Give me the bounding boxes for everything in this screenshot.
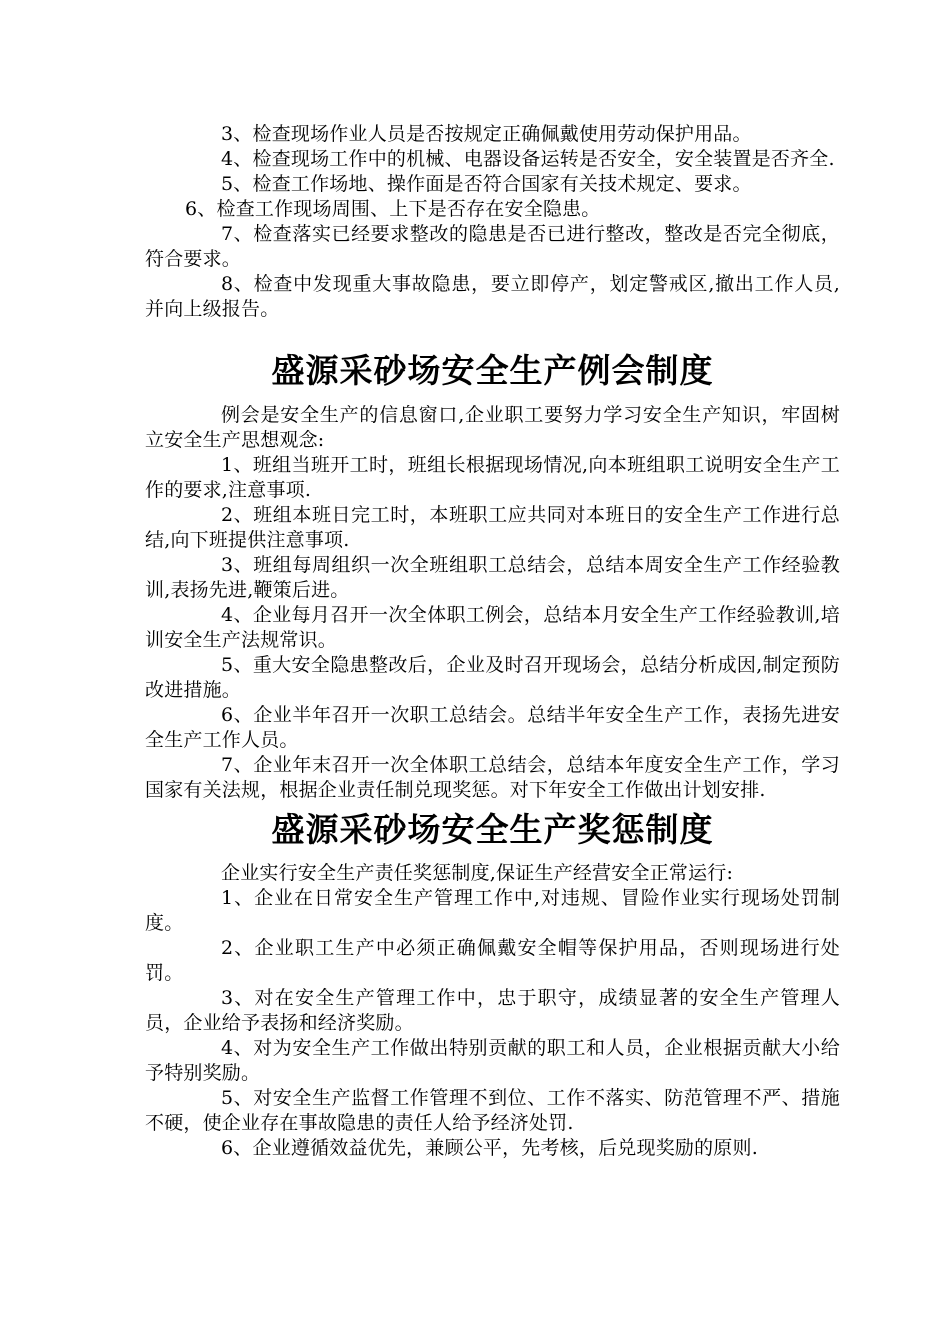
meeting-item: 1、班组当班开工时，班组长根据现场情况,向本班组职工说明安全生产工作的要求,注意事项. (145, 454, 840, 501)
meeting-intro: 例会是安全生产的信息窗口,企业职工要努力学习安全生产知识，牢固树立安全生产思想观念: (145, 404, 840, 451)
inspection-item: 5、检查工作场地、操作面是否符合国家有关技术规定、要求。 (221, 173, 752, 195)
meeting-item: 6、企业半年召开一次职工总结会。总结半年安全生产工作，表扬先进安全生产工作人员。 (145, 704, 840, 751)
meeting-item: 7、企业年末召开一次全体职工总结会，总结本年度安全生产工作，学习国家有关法规，根据企业责任制兑现奖惩。对下年安全工作做出计划安排. (145, 754, 840, 801)
reward-item: 1、企业在日常安全生产管理工作中,对违规、冒险作业实行现场处罚制度。 (145, 887, 840, 934)
meeting-item: 2、班组本班日完工时，本班职工应共同对本班日的安全生产工作进行总结,向下班提供注意事项. (145, 504, 840, 551)
inspection-item: 4、检查现场工作中的机械、电器设备运转是否安全，安全装置是否齐全. (221, 148, 835, 170)
reward-system-title: 盛源采砂场安全生产奖惩制度 (271, 810, 714, 849)
document-page (145, 122, 840, 1161)
inspection-item: 3、检查现场作业人员是否按规定正确佩戴使用劳动保护用品。 (221, 123, 752, 145)
inspection-item: 7、检查落实已经要求整改的隐患是否已进行整改，整改是否完全彻底，符合要求。 (145, 223, 840, 270)
meeting-system-section (145, 403, 840, 803)
reward-item: 2、企业职工生产中必须正确佩戴安全帽等保护用品，否则现场进行处罚。 (145, 937, 840, 984)
reward-item: 4、对为安全生产工作做出特别贡献的职工和人员，企业根据贡献大小给予特别奖励。 (145, 1037, 840, 1084)
reward-item: 3、对在安全生产管理工作中，忠于职守，成绩显著的安全生产管理人员，企业给予表扬和经济奖励。 (145, 987, 840, 1034)
meeting-system-title: 盛源采砂场安全生产例会制度 (271, 351, 714, 390)
meeting-item: 3、班组每周组织一次全班组职工总结会，总结本周安全生产工作经验教训,表扬先进,鞭策后进。 (145, 554, 840, 601)
reward-intro: 企业实行安全生产责任奖惩制度,保证生产经营安全正常运行: (221, 862, 734, 884)
inspection-item: 6、检查工作现场周围、上下是否存在安全隐患。 (185, 198, 601, 220)
reward-item: 5、对安全生产监督工作管理不到位、工作不落实、防范管理不严、措施不硬，使企业存在事故隐患的责任人给予经济处罚. (145, 1087, 840, 1134)
meeting-item: 5、重大安全隐患整改后，企业及时召开现场会，总结分析成因,制定预防改进措施。 (145, 654, 840, 701)
inspection-item: 8、检查中发现重大事故隐患，要立即停产，划定警戒区,撤出工作人员,并向上级报告。 (145, 273, 840, 320)
reward-system-section (145, 861, 840, 1161)
reward-item: 6、企业遵循效益优先，兼顾公平，先考核，后兑现奖励的原则. (221, 1137, 758, 1159)
meeting-item: 4、企业每月召开一次全体职工例会，总结本月安全生产工作经验教训,培训安全生产法规常识。 (145, 604, 840, 651)
inspection-list (145, 122, 840, 322)
